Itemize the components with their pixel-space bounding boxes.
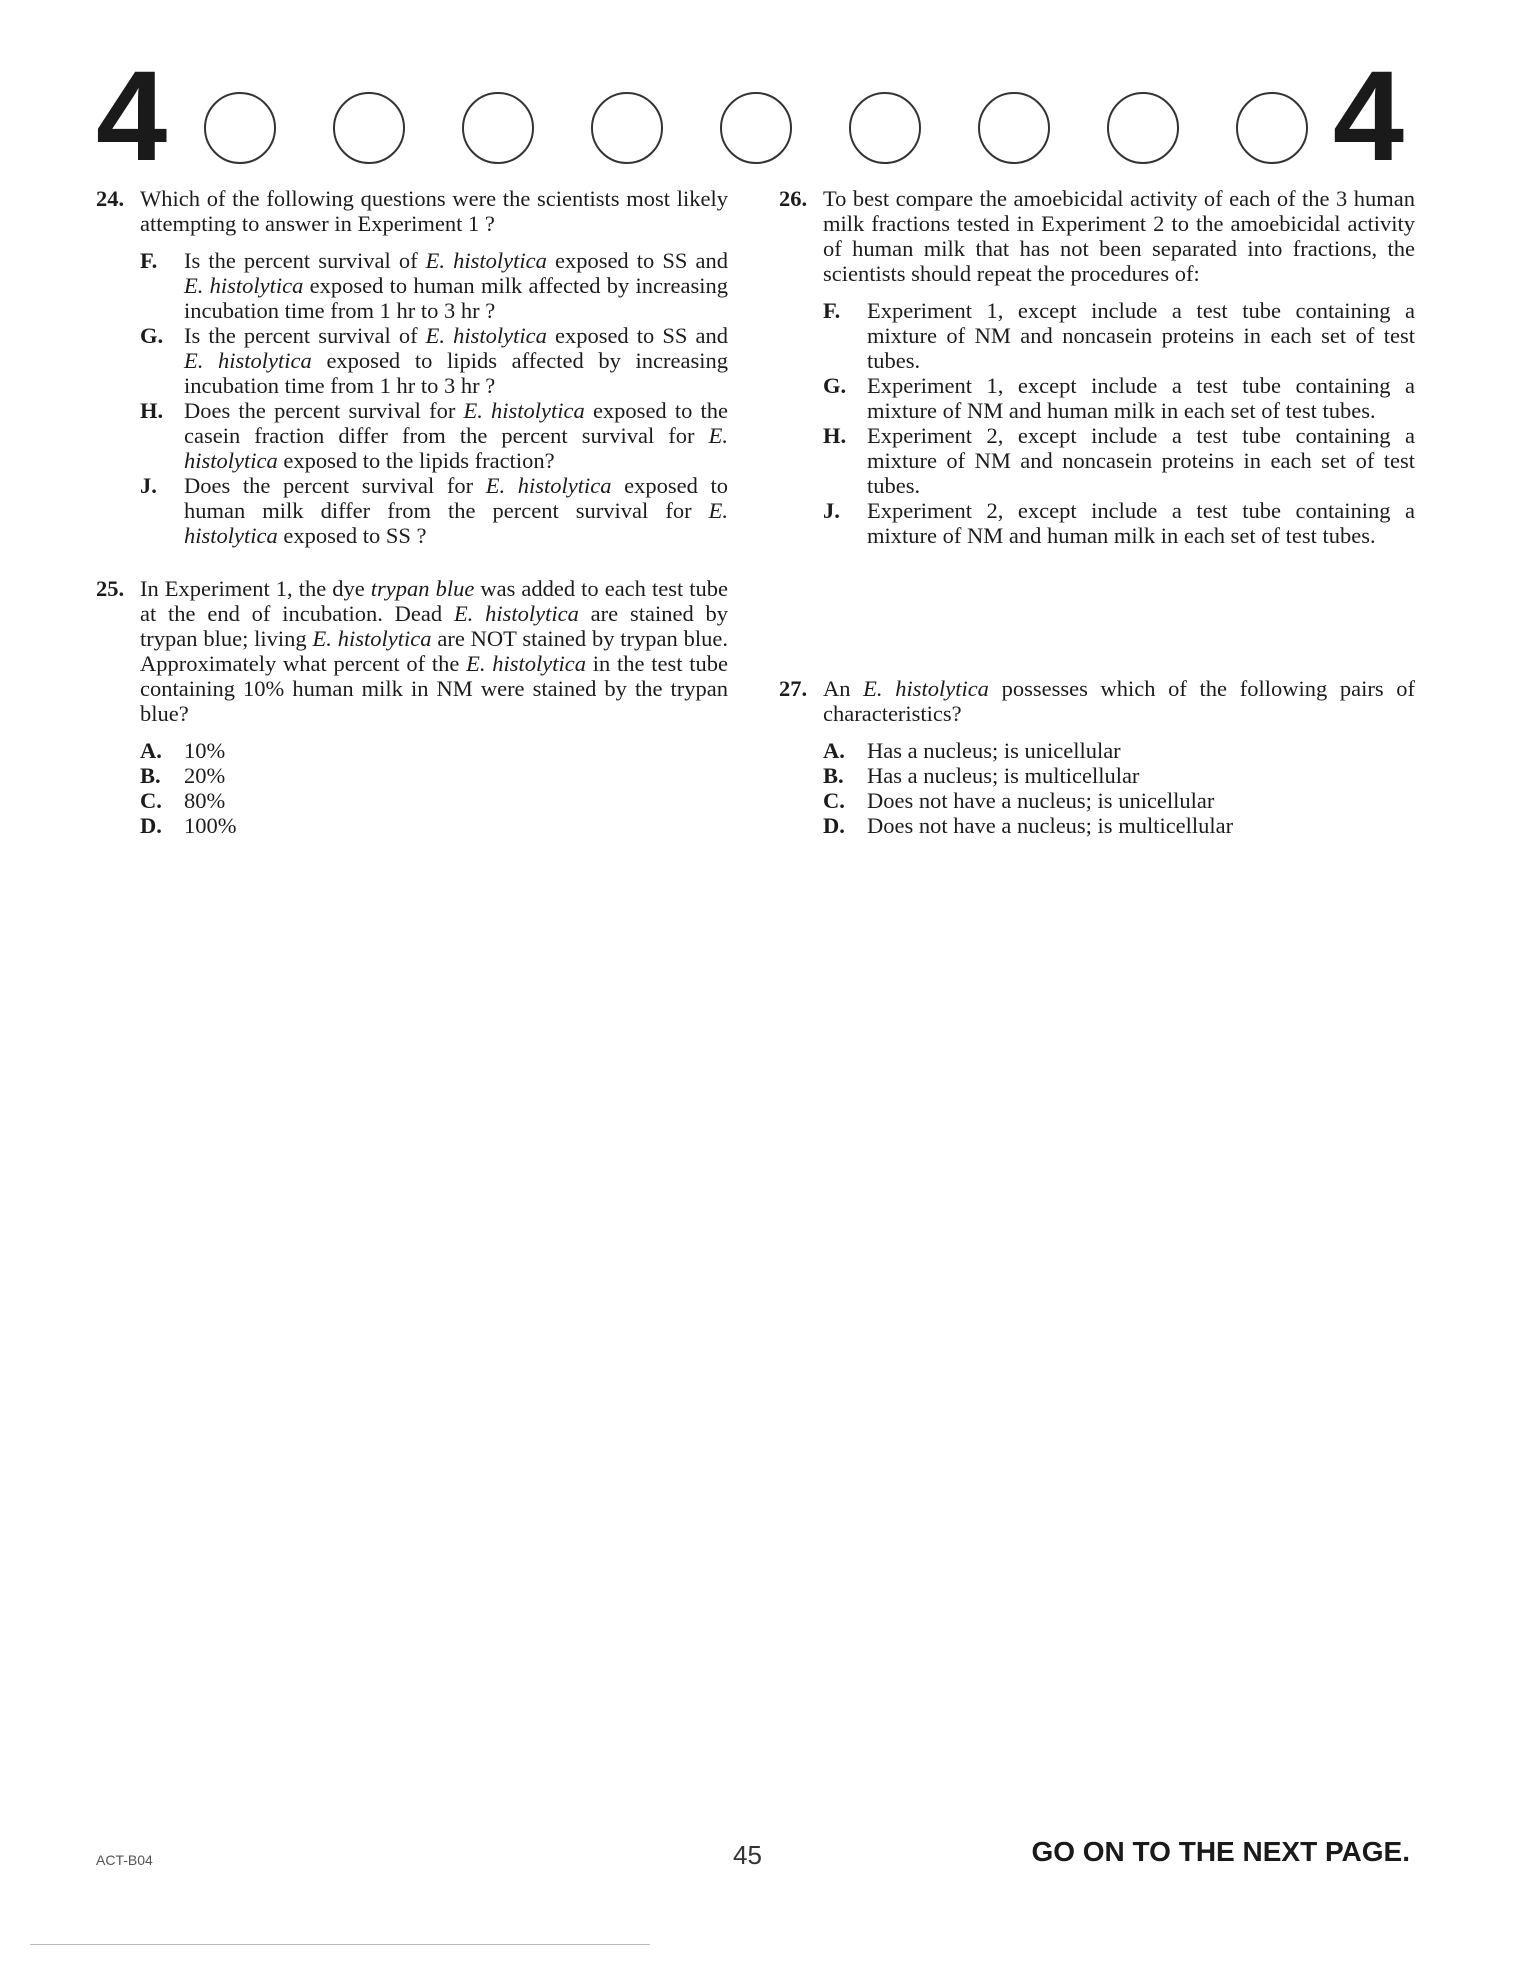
section-number-right: 4 xyxy=(1332,45,1404,188)
header-circle xyxy=(462,92,534,164)
question-stem: Which of the following questions were the scientists most likely attempting to answer in Experiment 1 ? xyxy=(140,186,728,236)
species-name: E. histolytica xyxy=(184,423,728,473)
header-circle xyxy=(1236,92,1308,164)
option-text: 20% xyxy=(184,763,226,788)
option-letter: H. xyxy=(823,423,847,448)
option-letter: D. xyxy=(823,813,845,838)
answer-option-b[interactable] xyxy=(823,763,1415,788)
answer-options xyxy=(823,298,1415,548)
option-text: Is the percent survival of xyxy=(184,323,426,348)
answer-option-j[interactable] xyxy=(140,473,728,548)
species-name: E. histolytica xyxy=(184,498,728,548)
question-stem: To best compare the amoebicidal activity of each of the 3 human milk fractions tested in Experiment 2 to the amoebicidal activity of human milk that has not been separated into fractions, the scientists should repeat the procedures of: xyxy=(823,186,1415,286)
option-letter: A. xyxy=(140,738,162,763)
form-code: ACT-B04 xyxy=(96,1852,153,1868)
question-number: 25. xyxy=(96,576,125,601)
option-text: exposed to SS and xyxy=(546,323,728,348)
option-letter: C. xyxy=(823,788,845,813)
option-text: Does not have a nucleus; is unicellular xyxy=(867,788,1215,813)
option-text: 80% xyxy=(184,788,226,813)
option-text: exposed to human milk differ from the percent survival for xyxy=(184,473,728,523)
answer-option-d[interactable] xyxy=(140,813,728,838)
species-name: E. histolytica xyxy=(863,676,989,701)
dye-name: trypan blue xyxy=(370,576,475,601)
option-text: Experiment 1, except include a test tube containing a mixture of NM and noncasein proteins in each set of test tubes. xyxy=(867,298,1415,373)
question-stem: An E. histolytica possesses which of the following pairs of characteristics? xyxy=(823,676,1416,726)
option-text: exposed to the casein fraction differ from the percent survival for xyxy=(184,398,729,448)
option-letter: B. xyxy=(823,763,844,788)
right-column xyxy=(779,186,1415,838)
species-name: E. histolytica xyxy=(485,473,612,498)
header-circle xyxy=(849,92,921,164)
answer-option-f[interactable] xyxy=(823,298,1415,373)
species-name: E. histolytica xyxy=(453,601,579,626)
option-letter: B. xyxy=(140,763,161,788)
option-text: Has a nucleus; is unicellular xyxy=(867,738,1121,763)
option-text: Has a nucleus; is multicellular xyxy=(867,763,1140,788)
header-circle xyxy=(333,92,405,164)
species-name: E. histolytica xyxy=(184,348,312,373)
answer-option-h[interactable] xyxy=(823,423,1415,498)
bottom-rule xyxy=(30,1944,650,1945)
answer-option-b[interactable] xyxy=(140,763,728,788)
option-text: Does the percent survival for xyxy=(184,473,486,498)
option-text: Experiment 2, except include a test tube containing a mixture of NM and human milk in each set of test tubes. xyxy=(867,498,1415,548)
option-text: 10% xyxy=(184,738,226,763)
answer-option-a[interactable] xyxy=(140,738,728,763)
section-number-left: 4 xyxy=(96,45,168,188)
option-letter: J. xyxy=(140,473,157,498)
header-circle xyxy=(591,92,663,164)
answer-option-g[interactable] xyxy=(823,373,1415,423)
header-circle xyxy=(204,92,276,164)
question-27 xyxy=(779,676,1415,838)
option-letter: D. xyxy=(140,813,162,838)
question-24 xyxy=(96,186,728,548)
header-circles xyxy=(204,92,1284,172)
option-text: Experiment 2, except include a test tube containing a mixture of NM and noncasein proteins in each set of test tubes. xyxy=(867,423,1415,498)
species-name: E. histolytica xyxy=(312,626,432,651)
answer-option-j[interactable] xyxy=(823,498,1415,548)
answer-option-d[interactable] xyxy=(823,813,1415,838)
question-stem: In Experiment 1, the dye trypan blue was added to each test tube at the end of incubation. Dead E. histolytica are stained by trypan blue; living E. histolytica are NOT stained by trypan blue. Approximately what percent of the E. histolytica in the test tube containing 10% human milk in NM were stained by the trypan blue? xyxy=(140,576,729,726)
left-column xyxy=(96,186,728,838)
option-letter: J. xyxy=(823,498,840,523)
option-text: exposed to the lipids fraction? xyxy=(277,448,555,473)
answer-option-a[interactable] xyxy=(823,738,1415,763)
option-letter: F. xyxy=(823,298,841,323)
question-26 xyxy=(779,186,1415,548)
species-name: E. histolytica xyxy=(466,651,587,676)
option-letter: H. xyxy=(140,398,164,423)
question-25 xyxy=(96,576,728,838)
answer-option-c[interactable] xyxy=(823,788,1415,813)
option-letter: A. xyxy=(823,738,845,763)
next-page-notice: GO ON TO THE NEXT PAGE. xyxy=(1031,1836,1410,1867)
header-circle xyxy=(978,92,1050,164)
species-name: E. histolytica xyxy=(425,248,547,273)
option-text: Is the percent survival of xyxy=(184,248,426,273)
option-letter: G. xyxy=(823,373,847,398)
answer-options xyxy=(140,738,728,838)
answer-options xyxy=(140,248,728,548)
option-text: exposed to lipids affected by increasing incubation time from 1 hr to 3 hr ? xyxy=(184,348,728,398)
question-number: 27. xyxy=(779,676,808,701)
header-circle xyxy=(720,92,792,164)
header-circle xyxy=(1107,92,1179,164)
answer-option-c[interactable] xyxy=(140,788,728,813)
page-number: 45 xyxy=(733,1840,762,1870)
option-text: 100% xyxy=(184,813,237,838)
answer-option-g[interactable] xyxy=(140,323,728,398)
option-letter: G. xyxy=(140,323,164,348)
section-header xyxy=(96,45,1404,188)
option-text: Experiment 1, except include a test tube containing a mixture of NM and human milk in each set of test tubes. xyxy=(867,373,1415,423)
question-number: 26. xyxy=(779,186,808,211)
species-name: E. histolytica xyxy=(184,273,304,298)
answer-option-h[interactable] xyxy=(140,398,728,473)
option-text: Does the percent survival for xyxy=(184,398,464,423)
option-letter: F. xyxy=(140,248,158,273)
answer-option-f[interactable] xyxy=(140,248,728,323)
species-name: E. histolytica xyxy=(425,323,547,348)
species-name: E. histolytica xyxy=(463,398,585,423)
answer-options xyxy=(823,738,1415,838)
option-text: Does not have a nucleus; is multicellular xyxy=(867,813,1234,838)
question-number: 24. xyxy=(96,186,125,211)
option-text: exposed to human milk affected by increasing incubation time from 1 hr to 3 hr ? xyxy=(184,273,729,323)
option-text: exposed to SS ? xyxy=(277,523,427,548)
option-letter: C. xyxy=(140,788,162,813)
option-text: exposed to SS and xyxy=(546,248,728,273)
